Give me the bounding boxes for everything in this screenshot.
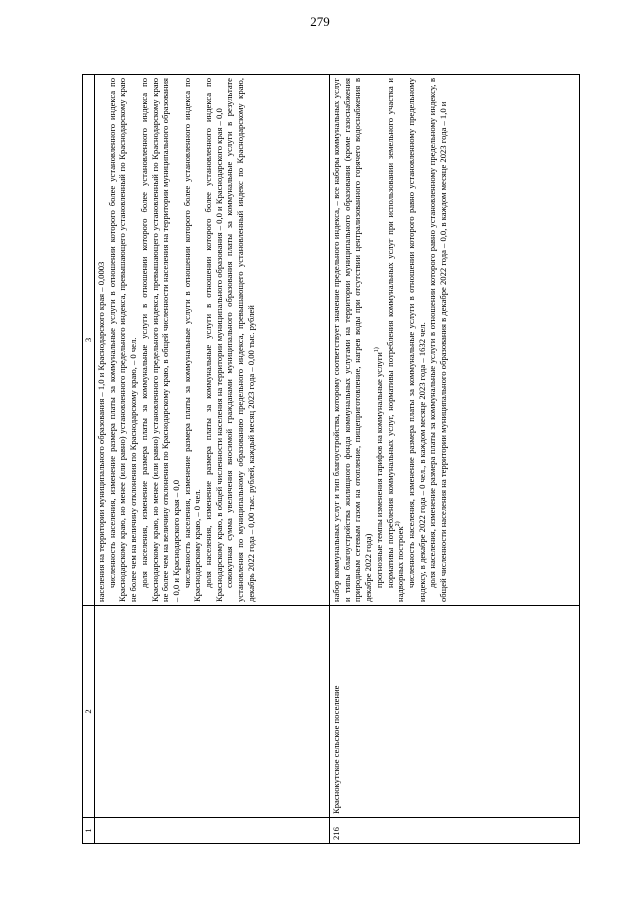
page-number: 279 xyxy=(310,14,330,29)
row-content-cell xyxy=(330,75,580,606)
row-name-cell xyxy=(95,606,330,818)
header-col-3: 3 xyxy=(83,75,95,606)
paragraph: численность населения, изменение размера платы за коммунальные услуги в отношении которого более установленного индекса по Краснодарскому краю, – 0 чел. xyxy=(181,78,203,602)
paragraph: набор коммунальных услуг и тип благоустройства, которому соответствует значение предельного индекса, – все наборы коммунальных услуг и типы благоустройства жилищного фонда коммунальных услугами на территории муниципального образования (кроме газоснабжения природным сетевым газом на отопление, пищеприготовление, нагрев воды при отсутствии централизованного горячего водоснабжения в декабре 2022 года) xyxy=(331,78,374,602)
tariff-table xyxy=(82,74,580,844)
paragraph: доля населения, изменение размера платы за коммунальные услуги в отношении которого более установленного индекса по Краснодарскому краю, но менее (или равно) установленного предельного индекса, превышающего установленный по Краснодарскому краю не более чем на величину отклонения по Краснодарскому краю, в общей численности населения на территории муниципального образования – 0,0 и Краснодарского края – 0,0 xyxy=(138,78,181,602)
paragraph-text: нормативы потребления коммунальных услуг, нормативы потребления коммунальных услуг при использовании земельного участка и надворных построек xyxy=(384,78,406,602)
paragraph: численность населения, изменение размера платы за коммунальные услуги в отношении которого равно установленному предельному индексу, в декабре 2022 года – 0 чел., в каждом месяце 2023 года – 1632 чел. xyxy=(405,78,427,602)
paragraph: доля населения, изменение размера платы за коммунальные услуги в отношении которого более установленного индекса по Краснодарскому краю, в общей численности населения на территории муниципального образования – 0,0 и Краснодарского края – 0,0 xyxy=(203,78,224,602)
footnote-mark: 1) xyxy=(373,347,380,353)
row-content-cell xyxy=(95,75,330,606)
header-col-2: 2 xyxy=(83,606,95,818)
paragraph: совокупная сумма увеличения вносимой гражданами муниципального образования платы за коммунальные услуги в результате установления по муниципальному образованию предельного индекса, превышающего установленный индекс по Краснодарскому краю, декабрь 2022 года – 0,00 тыс. рублей, каждый месяц 2023 года – 0,00 тыс. рублей xyxy=(224,78,256,602)
paragraph-text: прогнозные темпы изменения тарифов на коммунальные услуги xyxy=(373,352,384,588)
table-header-row xyxy=(83,75,95,844)
paragraph xyxy=(385,78,406,602)
rotated-table-area xyxy=(82,74,580,844)
paragraph: населения на территории муниципального образования – 1,0 и Краснодарского края – 0,0003 xyxy=(96,261,106,602)
paragraph: численность населения, изменение размера платы за коммунальные услуги в отношении которого более установленного индекса по Краснодарскому краю, но менее (или равно) установленного предельного индекса, превышающего установленный по Краснодарскому краю не более чем на величину отклонения по Краснодарскому краю, – 0 чел. xyxy=(106,78,139,602)
paragraph: доля населения, изменение размера платы за коммунальные услуги в отношении которого равно установленному предельному индексу, в общей численности населения на территории муниципального образования в декабре 2022 года – 0,0, в каждом месяце 2023 года – 1,0 и xyxy=(427,78,449,602)
table-row xyxy=(330,75,580,844)
header-col-1: 1 xyxy=(83,818,95,844)
table-row-continued xyxy=(95,75,330,844)
footnote-mark: 2) xyxy=(395,521,402,527)
row-name-cell: Краснокутское сельское поселение xyxy=(330,606,580,818)
row-number-cell: 216 xyxy=(330,818,580,844)
row-number-cell xyxy=(95,818,330,844)
paragraph xyxy=(374,78,385,602)
